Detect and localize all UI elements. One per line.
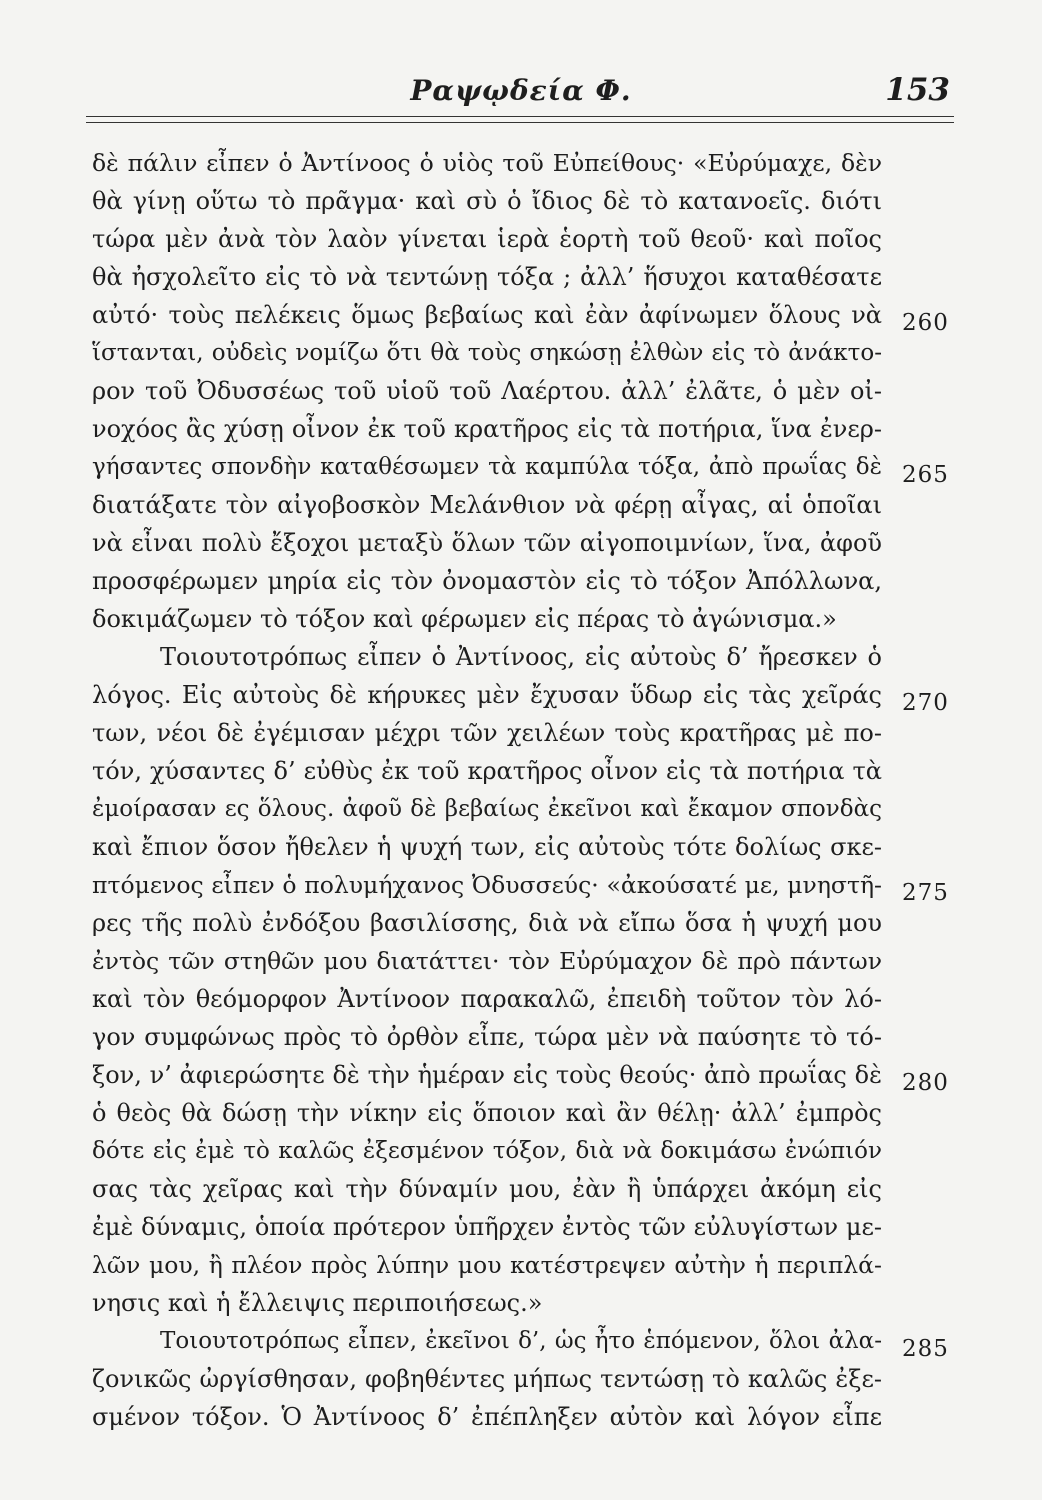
header-rule [86,122,954,123]
text-line: ρον τοῦ Ὀδυσσέως τοῦ υἱοῦ τοῦ Λαέρτου. ἀλλ’ ἐλᾶτε, ὁ μὲν οἰ- [92,377,882,405]
text-line: λόγος. Εἰς αὐτοὺς δὲ κήρυκες μὲν ἔχυσαν ὕδωρ εἰς τὰς χεῖράς [92,681,882,709]
text-line: αὐτό· τοὺς πελέκεις ὅμως βεβαίως καὶ ἐὰν ἀφίνωμεν ὅλους νὰ [92,301,882,329]
text-line: ἐντὸς τῶν στηθῶν μου διατάττει· τὸν Εὐρύμαχον δὲ πρὸ πάντων [92,947,882,975]
text-line: καὶ ἔπιον ὅσον ἤθελεν ἡ ψυχή των, εἰς αὐτοὺς τότε δολίως σκε- [92,833,882,861]
text-line: των, νέοι δὲ ἐγέμισαν μέχρι τῶν χειλέων τοὺς κρατῆρας μὲ πο- [92,719,882,747]
text-line: θὰ γίνῃ οὕτω τὸ πρᾶγμα· καὶ σὺ ὁ ἴδιος δὲ τὸ κατανοεῖς. διότι [92,187,882,215]
text-line: Τοιουτοτρόπως εἶπεν, ἐκεῖνοι δ’, ὡς ἦτο ἑπόμενον, ὅλοι ἀλα- [160,1328,882,1354]
text-line: προσφέρωμεν μηρία εἰς τὸν ὀνομαστὸν εἰς τὸ τόξον Ἀπόλλωνα, [92,567,882,595]
text-line: θὰ ἠσχολεῖτο εἰς τὸ νὰ τεντώνῃ τόξα ; ἀλλ’ ἥσυχοι καταθέσατε [92,263,882,291]
running-header-title: Ραψῳδεία Φ. [410,74,632,107]
text-line: δότε εἰς ἐμὲ τὸ καλῶς ἐξεσμένον τόξον, διὰ νὰ δοκιμάσω ἐνώπιόν [92,1138,882,1164]
text-line: ἐμοίρασαν ες ὅλους. ἀφοῦ δὲ βεβαίως ἐκεῖνοι καὶ ἔκαμον σπονδὰς [92,796,882,822]
text-line: ὁ θεὸς θὰ δώσῃ τὴν νίκην εἰς ὅποιον καὶ ἂν θέλῃ· ἀλλ’ ἐμπρὸς [92,1099,882,1127]
text-line: λῶν μου, ἢ πλέον πρὸς λύπην μου κατέστρεψεν αὐτὴν ἡ περιπλά- [92,1251,882,1279]
text-line: γον συμφώνως πρὸς τὸ ὀρθὸν εἶπε, τώρα μὲν νὰ παύσητε τὸ τό- [92,1023,882,1051]
text-line: ἵστανται, οὐδεὶς νομίζω ὅτι θὰ τοὺς σηκώσῃ ἐλθὼν εἰς τὸ ἀνάκτο- [92,340,882,366]
line-number: 270 [902,690,949,716]
text-line: ξον, ν’ ἀφιερώσητε δὲ τὴν ἡμέραν εἰς τοὺς θεούς· ἀπὸ πρωΐας δὲ [92,1061,882,1089]
line-number: 265 [902,462,949,488]
text-line: δὲ πάλιν εἶπεν ὁ Ἀντίνοος ὁ υἱὸς τοῦ Εὐπείθους· «Εὐρύμαχε, δὲν [92,149,882,177]
text-line: πτόμενος εἶπεν ὁ πολυμήχανος Ὀδυσσεύς· «ἀκούσατέ με, μνηστῆ- [92,871,882,899]
text-line: νησις καὶ ἡ ἔλλειψις περιποιήσεως.» [92,1289,543,1317]
page-number: 153 [885,72,950,108]
text-line: νοχόος ἂς χύσῃ οἶνον ἐκ τοῦ κρατῆρος εἰς τὰ ποτήρια, ἵνα ἐνερ- [92,415,882,443]
text-line: ζονικῶς ὠργίσθησαν, φοβηθέντες μήπως τεντώσῃ τὸ καλῶς ἐξε- [92,1365,882,1393]
text-line: γήσαντες σπονδὴν καταθέσωμεν τὰ καμπύλα τόξα, ἀπὸ πρωΐας δὲ [92,454,882,480]
text-line: σας τὰς χεῖρας καὶ τὴν δύναμίν μου, ἐὰν ἢ ὑπάρχει ἀκόμη εἰς [92,1175,882,1203]
text-line: Τοιουτοτρόπως εἶπεν ὁ Ἀντίνοος, εἰς αὐτοὺς δ’ ἤρεσκεν ὁ [160,643,882,671]
text-line: τώρα μὲν ἀνὰ τὸν λαὸν γίνεται ἱερὰ ἑορτὴ τοῦ θεοῦ· καὶ ποῖος [92,225,882,253]
text-line: ἐμὲ δύναμις, ὁποία πρότερον ὑπῆρχεν ἐντὸς τῶν εὐλυγίστων με- [92,1213,882,1241]
line-number: 275 [902,880,949,906]
text-line: νὰ εἶναι πολὺ ἔξοχοι μεταξὺ ὅλων τῶν αἰγοποιμνίων, ἵνα, ἀφοῦ [92,529,882,557]
text-line: δοκιμάζωμεν τὸ τόξον καὶ φέρωμεν εἰς πέρας τὸ ἀγώνισμα.» [92,605,837,633]
text-line: τόν, χύσαντες δ’ εὐθὺς ἐκ τοῦ κρατῆρος οἶνον εἰς τὰ ποτήρια τὰ [92,757,882,785]
line-number: 285 [902,1336,949,1362]
header-rule [86,116,954,117]
line-number: 280 [902,1070,949,1096]
text-line: σμένον τόξον. Ὁ Ἀντίνοος δ’ ἐπέπληξεν αὐτὸν καὶ λόγον εἶπε [92,1403,882,1431]
text-line: διατάξατε τὸν αἰγοβοσκὸν Μελάνθιον νὰ φέρῃ αἶγας, αἱ ὁποῖαι [92,491,882,519]
text-line: καὶ τὸν θεόμορφον Ἀντίνοον παρακαλῶ, ἐπειδὴ τοῦτον τὸν λό- [92,985,882,1013]
text-line: ρες τῆς πολὺ ἐνδόξου βασιλίσσης, διὰ νὰ εἴπω ὅσα ἡ ψυχή μου [92,909,882,937]
line-number: 260 [902,310,949,336]
